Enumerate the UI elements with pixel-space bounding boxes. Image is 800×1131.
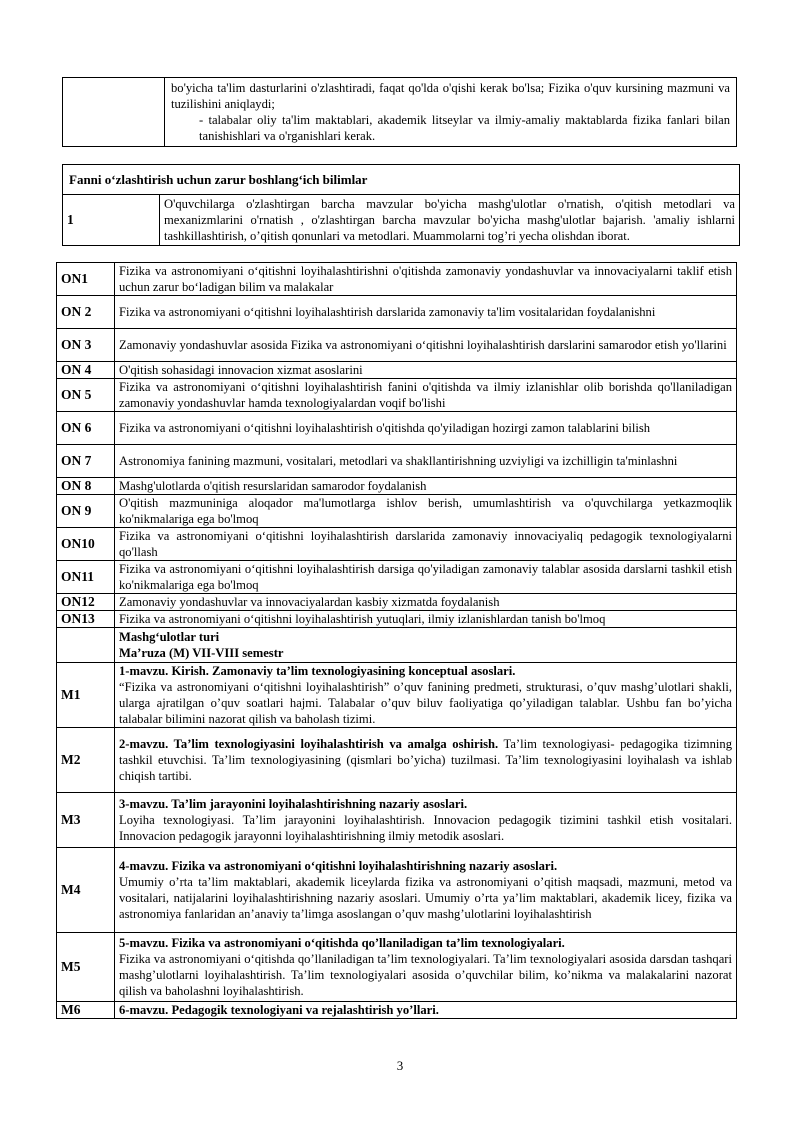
module-code: M1 [57, 663, 115, 728]
prereq-title-row [63, 165, 740, 195]
outcome-row [57, 611, 737, 628]
module-title: 1-mavzu. Kirish. Zamonaviy ta’lim texnologiyasining konceptual asoslari. [119, 664, 516, 678]
outcome-code: ON 6 [57, 412, 115, 445]
outcome-row [57, 329, 737, 362]
module-title: 6-mavzu. Pedagogik texnologiyani va rejalashtirish yo’llari. [119, 1003, 439, 1017]
outcome-row [57, 561, 737, 594]
outcome-code: ON10 [57, 528, 115, 561]
top-block-line-1: bo'yicha ta'lim dasturlarini o'zlashtiradi, faqat qo'lda o'qishi kerak bo'lsa; Fizika o'quv kursining mazmuni va tuzilishini aniqlaydi; [171, 81, 730, 111]
outcome-code: ON 3 [57, 329, 115, 362]
outcome-row [57, 478, 737, 495]
module-content [115, 728, 737, 793]
module-code: M4 [57, 848, 115, 933]
outcome-row [57, 296, 737, 329]
top-block-table [62, 77, 737, 147]
outcome-row [57, 495, 737, 528]
sessions-header-row [57, 628, 737, 663]
module-code: M3 [57, 793, 115, 848]
outcome-code: ON11 [57, 561, 115, 594]
sessions-semester-label: Ma’ruza (M) VII-VIII semestr [119, 646, 284, 660]
module-description: Ta’lim texnologiyasi- pedagogika tizimning tashkil etuvchisi. Ta’lim texnologiyasining (qismlari bo’yicha) tuzilmasi. Ta’lim texnologiyasini loyihalash va ishlab chiqish tartibi. [119, 737, 732, 783]
outcome-row [57, 379, 737, 412]
module-code: M6 [57, 1002, 115, 1019]
outcome-code: ON 5 [57, 379, 115, 412]
module-description: Loyiha texnologiyasi. Ta’lim jarayonini loyihalashtirish. Innovacion pedagogik tizimini tashkil etish vositalari. Innovacion pedagogik jarayonni loyihalashtirishning ilmiy metodik asoslari. [119, 813, 732, 843]
module-content [115, 933, 737, 1002]
outcome-text: Fizika va astronomiyani o‘qitishni loyihalashtirish darslarida zamonaviy ta'lim vositalaridan foydalanishni [115, 296, 737, 329]
outcome-text: Astronomiya fanining mazmuni, vositalari, metodlari va shakllantirishning uzviyligi va izchilligin ta'minlashni [115, 445, 737, 478]
module-title: 3-mavzu. Ta’lim jarayonini loyihalashtirishning nazariy asoslari. [119, 797, 468, 811]
outcome-row [57, 362, 737, 379]
module-row [57, 793, 737, 848]
prereq-content-row [63, 195, 740, 246]
prereq-title: Fanni o‘zlashtirish uchun zarur boshlang‘ich bilimlar [63, 165, 740, 195]
outcome-code: ON 2 [57, 296, 115, 329]
outcome-row [57, 412, 737, 445]
module-content [115, 848, 737, 933]
outcome-row [57, 594, 737, 611]
outcome-text: O'qitish mazmuniniga aloqador ma'lumotlarga ishlov berish, umumlashtirish va o'quvchilarga yetkazmoqlik ko'nikmalariga ega bo'lmoq [115, 495, 737, 528]
top-block-line-2: - talabalar oliy ta'lim maktablari, akademik litseylar va ilmiy-amaliy maktablarda fizika fanlari bilan tanishishlari va o'rganishlari kerak. [199, 113, 730, 143]
module-code: M2 [57, 728, 115, 793]
module-description: Fizika va astronomiyani o‘qitishda qo’llaniladigan ta’lim texnologiyalari. Ta’lim texnologiyalari asosida darsdan tashqari mashg’ulotlarni loyihalashtirish. Ta’lim texnologiyalari asosida o’quvchilar bilim, ko’nikma va malakalarini nazorat qilish va baholashni loyihalashtirish. [119, 952, 732, 998]
outcome-text: Fizika va astronomiyani o‘qitishni loyihalashtirish fanini o'qitishda va ilmiy izlanishlar olib borishda qo'llaniladigan zamonaviy yondashuvlar hamda texnologiyalardan voqif bo'lishi [115, 379, 737, 412]
module-title: 5-mavzu. Fizika va astronomiyani o‘qitishda qo’llaniladigan ta’lim texnologiyalari. [119, 936, 565, 950]
module-content [115, 663, 737, 728]
sessions-type-label: Mashg‘ulotlar turi [119, 630, 220, 644]
sessions-header-empty [57, 628, 115, 663]
outcome-text: Fizika va astronomiyani o‘qitishni loyihalashtirishni o'qitishda zamonaviy yondashuvlar va innovaciyalarni taklif etish uchun zarur bo‘ladigan bilim va malakalar [115, 263, 737, 296]
module-content [115, 1002, 737, 1019]
outcome-row [57, 263, 737, 296]
module-row [57, 848, 737, 933]
outcome-code: ON 8 [57, 478, 115, 495]
outcome-code: ON 4 [57, 362, 115, 379]
outcome-row [57, 528, 737, 561]
module-row [57, 728, 737, 793]
module-row [57, 933, 737, 1002]
module-title: 2-mavzu. Ta’lim texnologiyasini loyihalashtirish va amalga oshirish. [119, 737, 499, 751]
outcome-code: ON13 [57, 611, 115, 628]
top-block-row [63, 78, 737, 147]
page-number: 3 [396, 1058, 404, 1073]
outcome-text: Fizika va astronomiyani o‘qitishni loyihalashtirish darsiga qo'yiladigan zamonaviy talablar asosida darslarni tashkil etish ko'nikmalariga ega bo'lmoq [115, 561, 737, 594]
outcomes-table [56, 262, 737, 1019]
outcome-text: Zamonaviy yondashuvlar va innovaciyalardan kasbiy xizmatda foydalanish [115, 594, 737, 611]
prereq-number: 1 [63, 195, 160, 246]
outcome-text: Mashg'ulotlarda o'qitish resurslaridan samarodor foydalanish [115, 478, 737, 495]
module-code: M5 [57, 933, 115, 1002]
module-description: “Fizika va astronomiyani o‘qitishni loyihalashtirish” o’quv fanining predmeti, strukturasi, o’quv mashg’ulotlari shakli, ularga ajratilgan o’quv soatlari hajmi. Talabalar o’quv biluv faoliyatiga qo’yiladigan talablar. Ushbu fan bo’yicha talabalar bilimini nazorat qilish va baholash tizimi. [119, 680, 732, 726]
module-row [57, 663, 737, 728]
outcome-row [57, 445, 737, 478]
outcome-code: ON1 [57, 263, 115, 296]
prereq-table [62, 164, 740, 246]
outcome-text: Zamonaviy yondashuvlar asosida Fizika va astronomiyani o‘qitishni loyihalashtirish darslarini samarodor etish yo'llarini [115, 329, 737, 362]
module-description: Umumiy o’rta ta’lim maktablari, akademik liceylarda fizika va astronomiyani o’qitish maqsadi, mazmuni, metod va vositalari, natijalarini loyihalashtirishning nazariy asoslari. Umumiy o’rta ya’lim maktablari, akademik licey, fizika va astronomiya fanlaridan an’anaviy ta’limga asoslangan o’quv mashg’ulotlarini loyihalashtirish [119, 875, 732, 921]
prereq-text: O'quvchilarga o'zlashtirgan barcha mavzular bo'yicha mashg'ulotlar o'rnatish, o'qitish metodlari va mexanizmlarini o'rnatish , o'zlashtirgan barcha mavzular bo'yicha mashg'ulotlar bajarish. 'amaliy ishlarni tashkillashtirish, o’qitish qonunlari va metodlari. Muammolarni tog’ri yecha olishdan iborat. [160, 195, 740, 246]
module-content [115, 793, 737, 848]
module-row [57, 1002, 737, 1019]
outcome-code: ON 9 [57, 495, 115, 528]
outcome-code: ON12 [57, 594, 115, 611]
top-block-empty-cell [63, 78, 165, 147]
module-title: 4-mavzu. Fizika va astronomiyani o‘qitishni loyihalashtirishning nazariy asoslari. [119, 859, 558, 873]
outcome-code: ON 7 [57, 445, 115, 478]
sessions-header-cell [115, 628, 737, 663]
outcome-text: Fizika va astronomiyani o‘qitishni loyihalashtirish yutuqlari, ilmiy izlanishlardan tanish bo'lmoq [115, 611, 737, 628]
top-block-text-cell [165, 78, 737, 147]
outcome-text: Fizika va astronomiyani o‘qitishni loyihalashtirish darslarida zamonaviy innovaciyaliq pedagogik texnologiyalarni qo'llash [115, 528, 737, 561]
outcome-text: O'qitish sohasidagi innovacion xizmat asoslarini [115, 362, 737, 379]
outcome-text: Fizika va astronomiyani o‘qitishni loyihalashtirish o'qitishda qo'yiladigan hozirgi zamon talablarini bilish [115, 412, 737, 445]
